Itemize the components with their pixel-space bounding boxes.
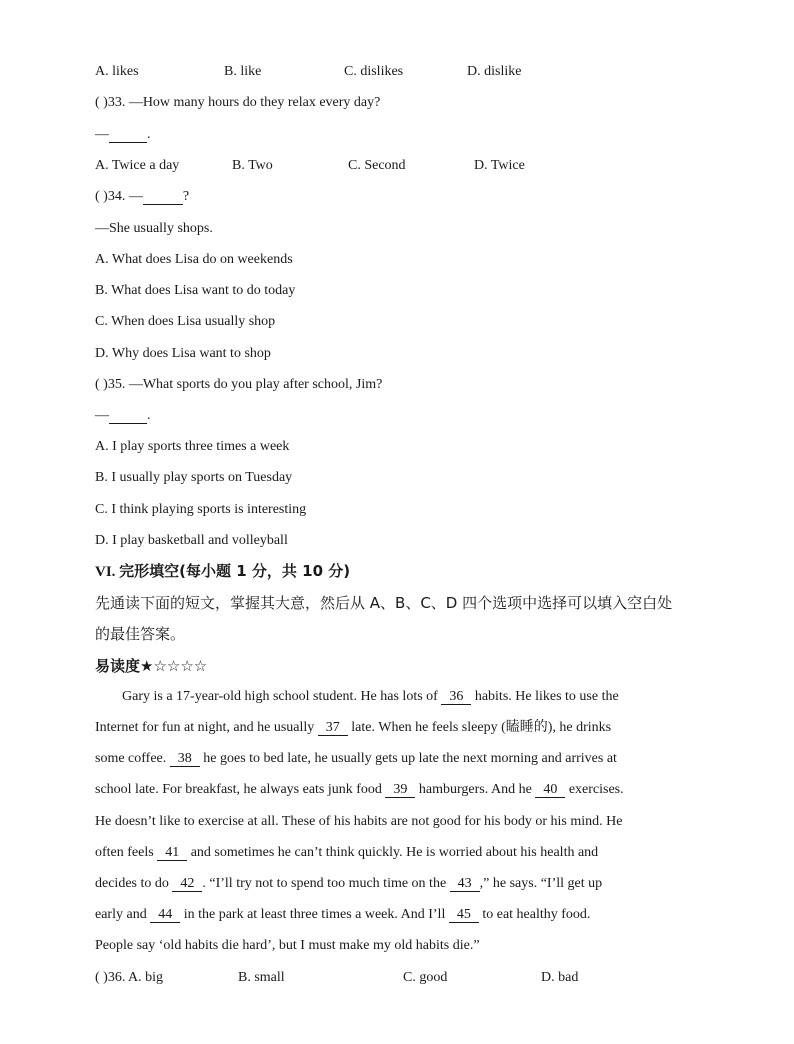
q32-option-d: D. dislike xyxy=(467,64,522,79)
section-heading xyxy=(95,562,350,581)
q34-option-b: B. What does Lisa want to do today xyxy=(95,283,296,298)
q34-option-d: D. Why does Lisa want to shop xyxy=(95,346,271,361)
q35-option-c: C. I think playing sports is interesting xyxy=(95,502,307,517)
passage-text: some coffee. xyxy=(95,751,167,766)
blank-40[interactable]: 40 xyxy=(535,782,565,798)
passage-line-5: He doesn’t like to exercise at all. These of his habits are not good for his body or his mind. He xyxy=(95,814,623,829)
q33-question: ( )33. —How many hours do they relax every day? xyxy=(95,95,381,110)
blank-41[interactable]: 41 xyxy=(157,845,187,861)
passage-text: ,” he says. “I’ll get up xyxy=(479,876,603,891)
passage-text: school late. For breakfast, he always eats junk food xyxy=(95,782,382,797)
passage-text: hamburgers. And he xyxy=(418,782,532,797)
passage-line-2 xyxy=(95,719,611,737)
passage-line-8 xyxy=(95,906,590,924)
q34-blank[interactable] xyxy=(143,189,183,205)
q35-option-a: A. I play sports three times a week xyxy=(95,439,290,454)
q33-option-b: B. Two xyxy=(232,158,273,173)
passage-text: Internet for fun at night, and he usually xyxy=(95,720,315,735)
q33-option-a: A. Twice a day xyxy=(95,158,180,173)
blank-43[interactable]: 43 xyxy=(450,876,480,892)
q32-option-b: B. like xyxy=(224,64,262,79)
passage-text: early and xyxy=(95,907,147,922)
passage-text: exercises. xyxy=(568,782,624,797)
passage-line-4 xyxy=(95,781,624,799)
passage-line-1 xyxy=(122,688,619,706)
passage-text: decides to do xyxy=(95,876,169,891)
q34-prefix: ( )34. — xyxy=(95,189,143,204)
passage-line-3 xyxy=(95,750,617,768)
passage-text: often feels xyxy=(95,845,154,860)
passage-text: . “I’ll try not to spend too much time on the xyxy=(202,876,447,891)
difficulty-rating xyxy=(95,657,207,677)
blank-37[interactable]: 37 xyxy=(318,720,348,736)
q36-option-b: B. small xyxy=(238,970,285,985)
q35-option-d: D. I play basketball and volleyball xyxy=(95,533,288,548)
blank-42[interactable]: 42 xyxy=(172,876,202,892)
passage-text: and sometimes he can’t think quickly. He is worried about his health and xyxy=(190,845,599,860)
blank-45[interactable]: 45 xyxy=(449,907,479,923)
q36-option-d: D. bad xyxy=(541,970,579,985)
q32-option-c: C. dislikes xyxy=(344,64,404,79)
section-title: 完形填空(每小题 1 分，共 10 分) xyxy=(119,562,351,580)
q33-dash: — xyxy=(95,127,109,142)
q34-end: ? xyxy=(182,189,190,204)
q34-question xyxy=(95,188,189,206)
q33-option-c: C. Second xyxy=(348,158,406,173)
blank-39[interactable]: 39 xyxy=(385,782,415,798)
q33-option-d: D. Twice xyxy=(474,158,525,173)
q35-end: . xyxy=(147,408,151,423)
q35-blank[interactable] xyxy=(109,408,147,424)
blank-44[interactable]: 44 xyxy=(150,907,180,923)
q32-option-a: A. likes xyxy=(95,64,139,79)
section-number: VI. xyxy=(95,564,116,580)
passage-line-6 xyxy=(95,844,598,862)
passage-line-7 xyxy=(95,875,602,893)
passage-text: Gary is a 17-year-old high school student. He has lots of xyxy=(122,689,438,704)
passage-text: late. When he feels sleepy (瞌睡的), he drinks xyxy=(351,720,612,735)
q35-answer-line xyxy=(95,407,151,425)
q33-answer-line xyxy=(95,126,151,144)
passage-text: in the park at least three times a week. And I’ll xyxy=(183,907,446,922)
q34-option-c: C. When does Lisa usually shop xyxy=(95,314,276,329)
q33-end: . xyxy=(147,127,151,142)
q35-dash: — xyxy=(95,408,109,423)
difficulty-label: 易读度 xyxy=(95,657,141,675)
section-instruction-2: 的最佳答案。 xyxy=(95,625,186,643)
passage-text: he goes to bed late, he usually gets up late the next morning and arrives at xyxy=(203,751,617,766)
passage-text: habits. He likes to use the xyxy=(474,689,619,704)
blank-36[interactable]: 36 xyxy=(441,689,471,705)
blank-38[interactable]: 38 xyxy=(170,751,200,767)
q34-reply: —She usually shops. xyxy=(95,221,213,236)
q35-option-b: B. I usually play sports on Tuesday xyxy=(95,470,293,485)
q33-blank[interactable] xyxy=(109,127,147,143)
q36-option-c: C. good xyxy=(403,970,448,985)
passage-line-9: People say ‘old habits die hard’, but I must make my old habits die.” xyxy=(95,938,480,953)
passage-text: to eat healthy food. xyxy=(482,907,591,922)
q34-option-a: A. What does Lisa do on weekends xyxy=(95,252,293,267)
difficulty-stars: ★☆☆☆☆ xyxy=(140,657,208,675)
q36-option-a: ( )36. A. big xyxy=(95,970,164,985)
section-instruction-1: 先通读下面的短文，掌握其大意，然后从 A、B、C、D 四个选项中选择可以填入空白处 xyxy=(95,594,673,612)
q35-question: ( )35. —What sports do you play after school, Jim? xyxy=(95,377,383,392)
